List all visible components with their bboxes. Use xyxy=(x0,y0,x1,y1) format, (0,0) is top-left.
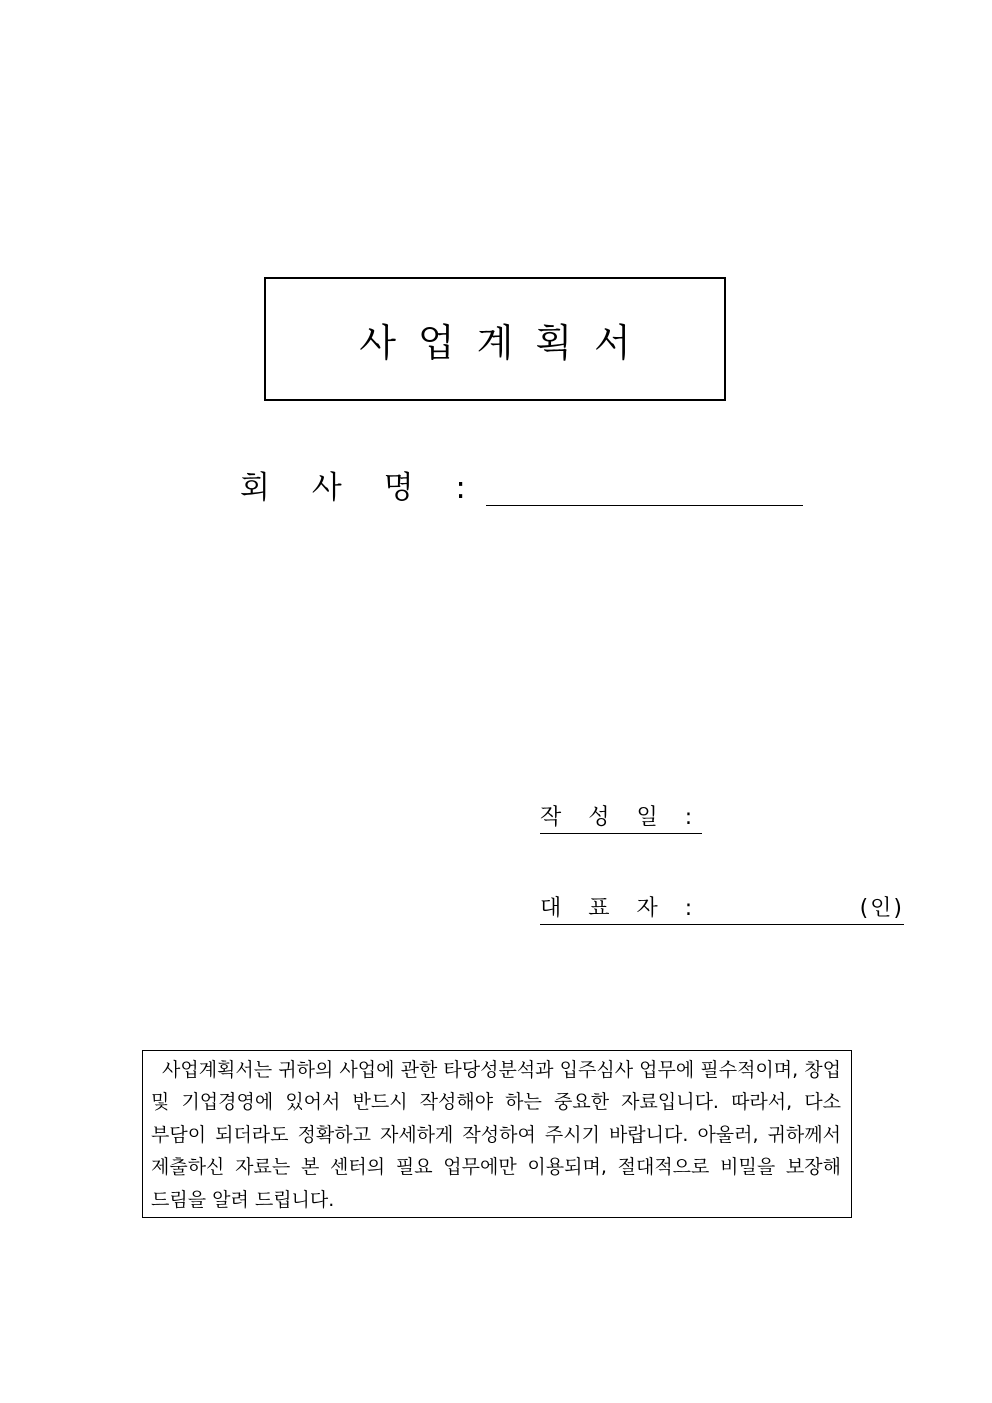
company-name-field[interactable] xyxy=(486,465,803,506)
notice-text: 사업계획서는 귀하의 사업에 관한 타당성분석과 입주심사 업무에 필수적이며, 창업 및 기업경영에 있어서 반드시 작성해야 하는 중요한 자료입니다. 따라서, 다소 부담이 되더라도 정확하고 자세하게 작성하여 주시기 바랍니다. 아울러, 귀하께서 제출하신 자료는 본 센터의 필요 업무에만 이용되며, 절대적으로 비밀을 보장해 드림을 알려 드립니다. xyxy=(151,1059,841,1211)
seal-mark: (인) xyxy=(859,896,904,921)
date-label: 작 성 일 : xyxy=(540,805,703,830)
notice-box xyxy=(142,1050,852,1218)
representative-label: 대 표 자 : xyxy=(540,896,703,921)
company-name-row xyxy=(240,466,803,510)
company-name-label: 회 사 명 : xyxy=(240,470,482,506)
document-title: 사업계획서 xyxy=(359,320,653,365)
representative-row xyxy=(540,894,904,925)
date-row xyxy=(540,803,702,834)
title-box xyxy=(264,277,726,401)
